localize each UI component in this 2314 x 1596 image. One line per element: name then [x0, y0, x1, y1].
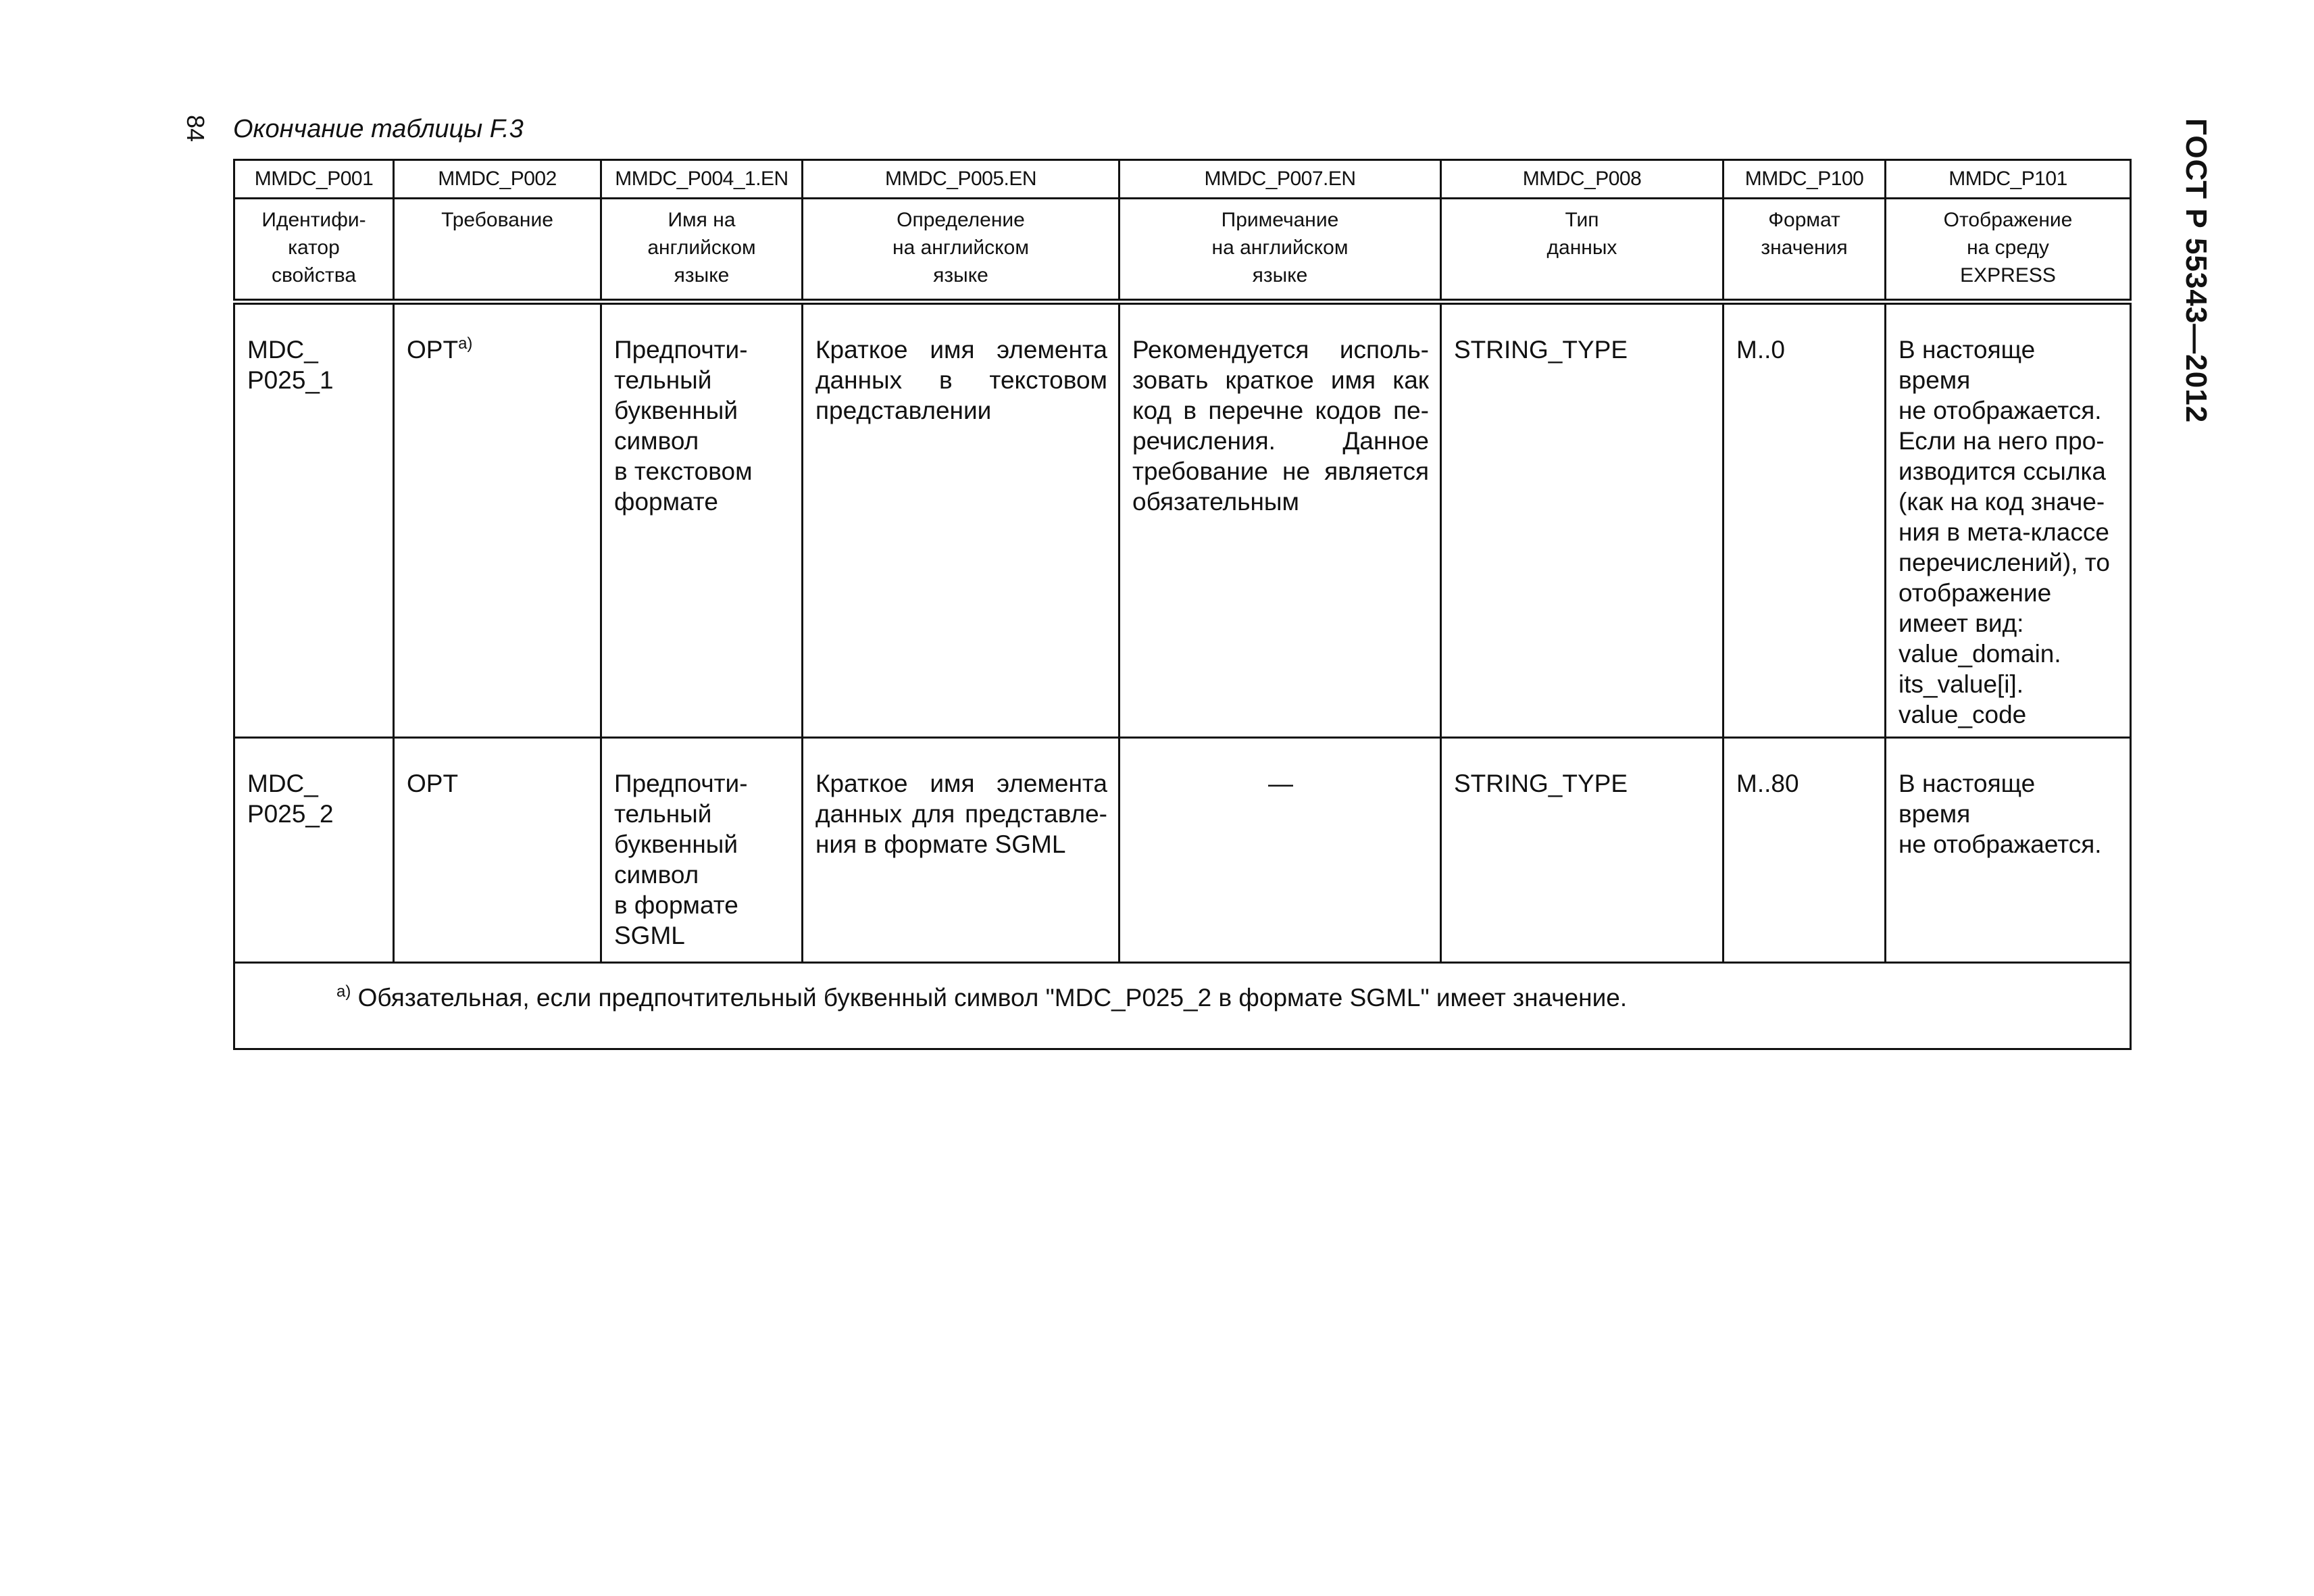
code-cell: MMDC_P100	[1724, 160, 1886, 199]
column-title: Определение на английском языке	[803, 199, 1120, 302]
table-row	[234, 738, 2131, 963]
column-title: Идентифи- катор свойства	[234, 199, 394, 302]
value-format: M..80	[1724, 738, 1886, 963]
requirement-cell	[394, 302, 601, 738]
requirement-value: OPT	[407, 336, 459, 364]
data-type: STRING_TYPE	[1441, 302, 1724, 738]
english-name: Предпочти- тельный буквенный символ в текстовом формате	[601, 302, 803, 738]
table-row	[234, 302, 2131, 738]
footnote-ref: a)	[458, 334, 473, 353]
code-cell: MMDC_P007.EN	[1120, 160, 1441, 199]
title-row	[234, 199, 2131, 302]
code-row	[234, 160, 2131, 199]
properties-table	[233, 159, 2132, 1050]
code-cell: MMDC_P101	[1886, 160, 2131, 199]
english-name: Предпочти- тельный буквенный символ в формате SGML	[601, 738, 803, 963]
page-number: 84	[182, 115, 209, 143]
data-type: STRING_TYPE	[1441, 738, 1724, 963]
column-title: Примечание на английском языке	[1120, 199, 1441, 302]
column-title: Тип данных	[1441, 199, 1724, 302]
footnote-mark: a)	[336, 982, 351, 1001]
express-mapping: В настояще время не отображается.	[1886, 738, 2131, 963]
english-note: —	[1120, 738, 1441, 963]
english-definition: Краткое имя элемента данных в текстовом представлении	[803, 302, 1120, 738]
code-cell: MMDC_P001	[234, 160, 394, 199]
property-id: MDC_ P025_2	[234, 738, 394, 963]
code-cell: MMDC_P004_1.EN	[601, 160, 803, 199]
requirement-value: OPT	[407, 770, 459, 797]
code-cell: MMDC_P002	[394, 160, 601, 199]
column-title: Имя на английском языке	[601, 199, 803, 302]
standard-title: ГОСТ Р 55343—2012	[2180, 118, 2213, 424]
table-caption: Окончание таблицы F.3	[233, 115, 524, 143]
column-title: Формат значения	[1724, 199, 1886, 302]
column-title: Отображение на среду EXPRESS	[1886, 199, 2131, 302]
english-note: Рекомендуется исполь-зовать краткое имя как код в перечне кодов пе-речисления. Данное требование не является обязательным	[1120, 302, 1441, 738]
property-id: MDC_ P025_1	[234, 302, 394, 738]
english-definition: Краткое имя элемента данных для представле-ния в формате SGML	[803, 738, 1120, 963]
footnote-row	[234, 963, 2131, 1049]
column-title: Требование	[394, 199, 601, 302]
footnote-text: Обязательная, если предпочтительный буквенный символ "MDC_P025_2 в формате SGML" имеет значение.	[357, 984, 1628, 1012]
express-mapping: В настояще время не отображается. Если на него про- изводится ссылка (как на код значе- ния в мета-классе перечислений), то отображение имеет вид: value_domain. its_value[i]. value_code	[1886, 302, 2131, 738]
code-cell: MMDC_P005.EN	[803, 160, 1120, 199]
requirement-cell	[394, 738, 601, 963]
footnote	[234, 963, 2131, 1049]
code-cell: MMDC_P008	[1441, 160, 1724, 199]
value-format: M..0	[1724, 302, 1886, 738]
